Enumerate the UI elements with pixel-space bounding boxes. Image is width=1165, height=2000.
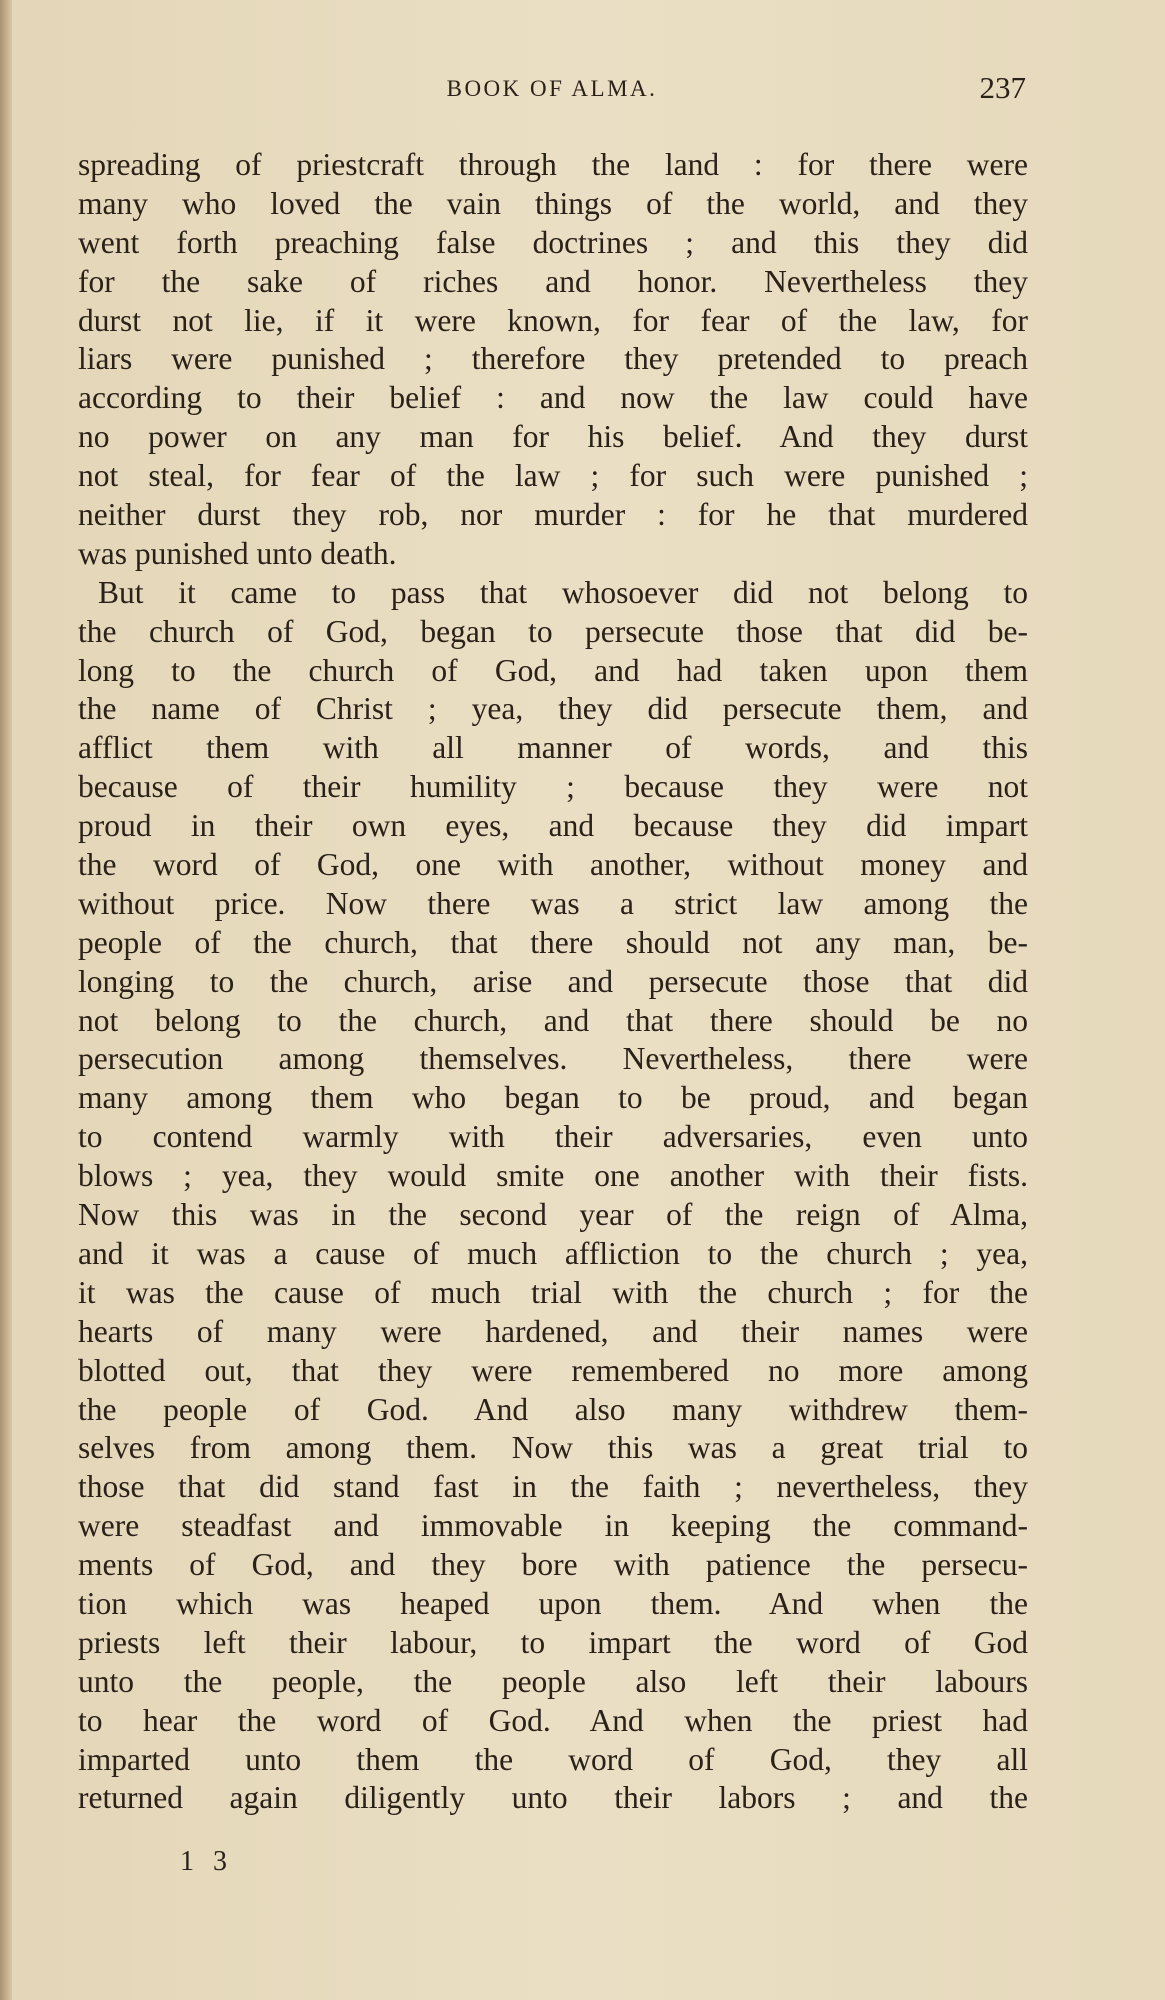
text-line: durst not lie, if it were known, for fear of the law, for (78, 302, 1028, 338)
text-line: the people of God. And also many withdrew them- (78, 1391, 1028, 1427)
paragraph-end-line: was punished unto death. (78, 535, 397, 571)
running-title: BOOK OF ALMA. (446, 76, 658, 101)
paragraph-start-line: But it came to pass that whosoever did not belong to (98, 574, 1028, 610)
text-line: the church of God, began to persecute those that did be- (78, 613, 1028, 649)
text-line: neither durst they rob, nor murder : for he that murdered (78, 497, 1028, 533)
text-line: not belong to the church, and that there should be no (78, 1002, 1028, 1038)
page-number: 237 (979, 70, 1026, 105)
text-line: the name of Christ ; yea, they did persecute them, and (78, 691, 1028, 727)
text-line: many among them who began to be proud, and began (78, 1080, 1028, 1116)
text-line: people of the church, that there should not any man, be- (78, 924, 1028, 960)
text-line: it was the cause of much trial with the church ; for the (78, 1274, 1028, 1310)
text-line: without price. Now there was a strict law among the (78, 885, 1028, 921)
text-line: longing to the church, arise and persecute those that did (78, 963, 1028, 999)
text-line: because of their humility ; because they were not (78, 769, 1028, 805)
text-line: selves from among them. Now this was a great trial to (78, 1430, 1028, 1466)
signature-mark: 1 3 (180, 1846, 233, 1877)
text-line: according to their belief : and now the law could have (78, 380, 1028, 416)
text-line: blows ; yea, they would smite one another with their fists. (78, 1158, 1028, 1194)
text-line: proud in their own eyes, and because they did impart (78, 808, 1028, 844)
text-line: the word of God, one with another, without money and (78, 847, 1028, 883)
text-line: spreading of priestcraft through the land : for there were (78, 147, 1028, 182)
text-line: imparted unto them the word of God, they all (78, 1741, 1028, 1777)
text-line: afflict them with all manner of words, and this (78, 730, 1028, 766)
text-line: liars were punished ; therefore they pretended to preach (78, 341, 1028, 377)
text-line: blotted out, that they were remembered no more among (78, 1352, 1028, 1388)
page-spine-shadow (0, 0, 12, 2000)
text-line: and it was a cause of much affliction to the church ; yea, (78, 1235, 1028, 1271)
page-header (78, 70, 1026, 114)
text-line: no power on any man for his belief. And they durst (78, 419, 1028, 455)
text-line: long to the church of God, and had taken upon them (78, 652, 1028, 688)
text-line: were steadfast and immovable in keeping the command- (78, 1508, 1028, 1544)
text-line: not steal, for fear of the law ; for such were punished ; (78, 458, 1028, 494)
text-line: tion which was heaped upon them. And when the (78, 1585, 1028, 1621)
text-line: persecution among themselves. Nevertheless, there were (78, 1041, 1028, 1077)
text-line: to hear the word of God. And when the priest had (78, 1702, 1028, 1738)
body-text (78, 146, 1028, 1818)
text-line: to contend warmly with their adversaries, even unto (78, 1119, 1028, 1155)
text-line: Now this was in the second year of the reign of Alma, (78, 1197, 1028, 1233)
text-line: those that did stand fast in the faith ; nevertheless, they (78, 1469, 1028, 1505)
text-line: unto the people, the people also left their labours (78, 1663, 1028, 1699)
text-line: ments of God, and they bore with patience the persecu- (78, 1547, 1028, 1583)
text-line: returned again diligently unto their labors ; and the (78, 1780, 1028, 1816)
text-line: for the sake of riches and honor. Nevertheless they (78, 263, 1028, 299)
text-line: hearts of many were hardened, and their names were (78, 1313, 1028, 1349)
text-line: went forth preaching false doctrines ; and this they did (78, 224, 1028, 260)
text-line: many who loved the vain things of the world, and they (78, 185, 1028, 221)
text-line: priests left their labour, to impart the word of God (78, 1624, 1028, 1660)
